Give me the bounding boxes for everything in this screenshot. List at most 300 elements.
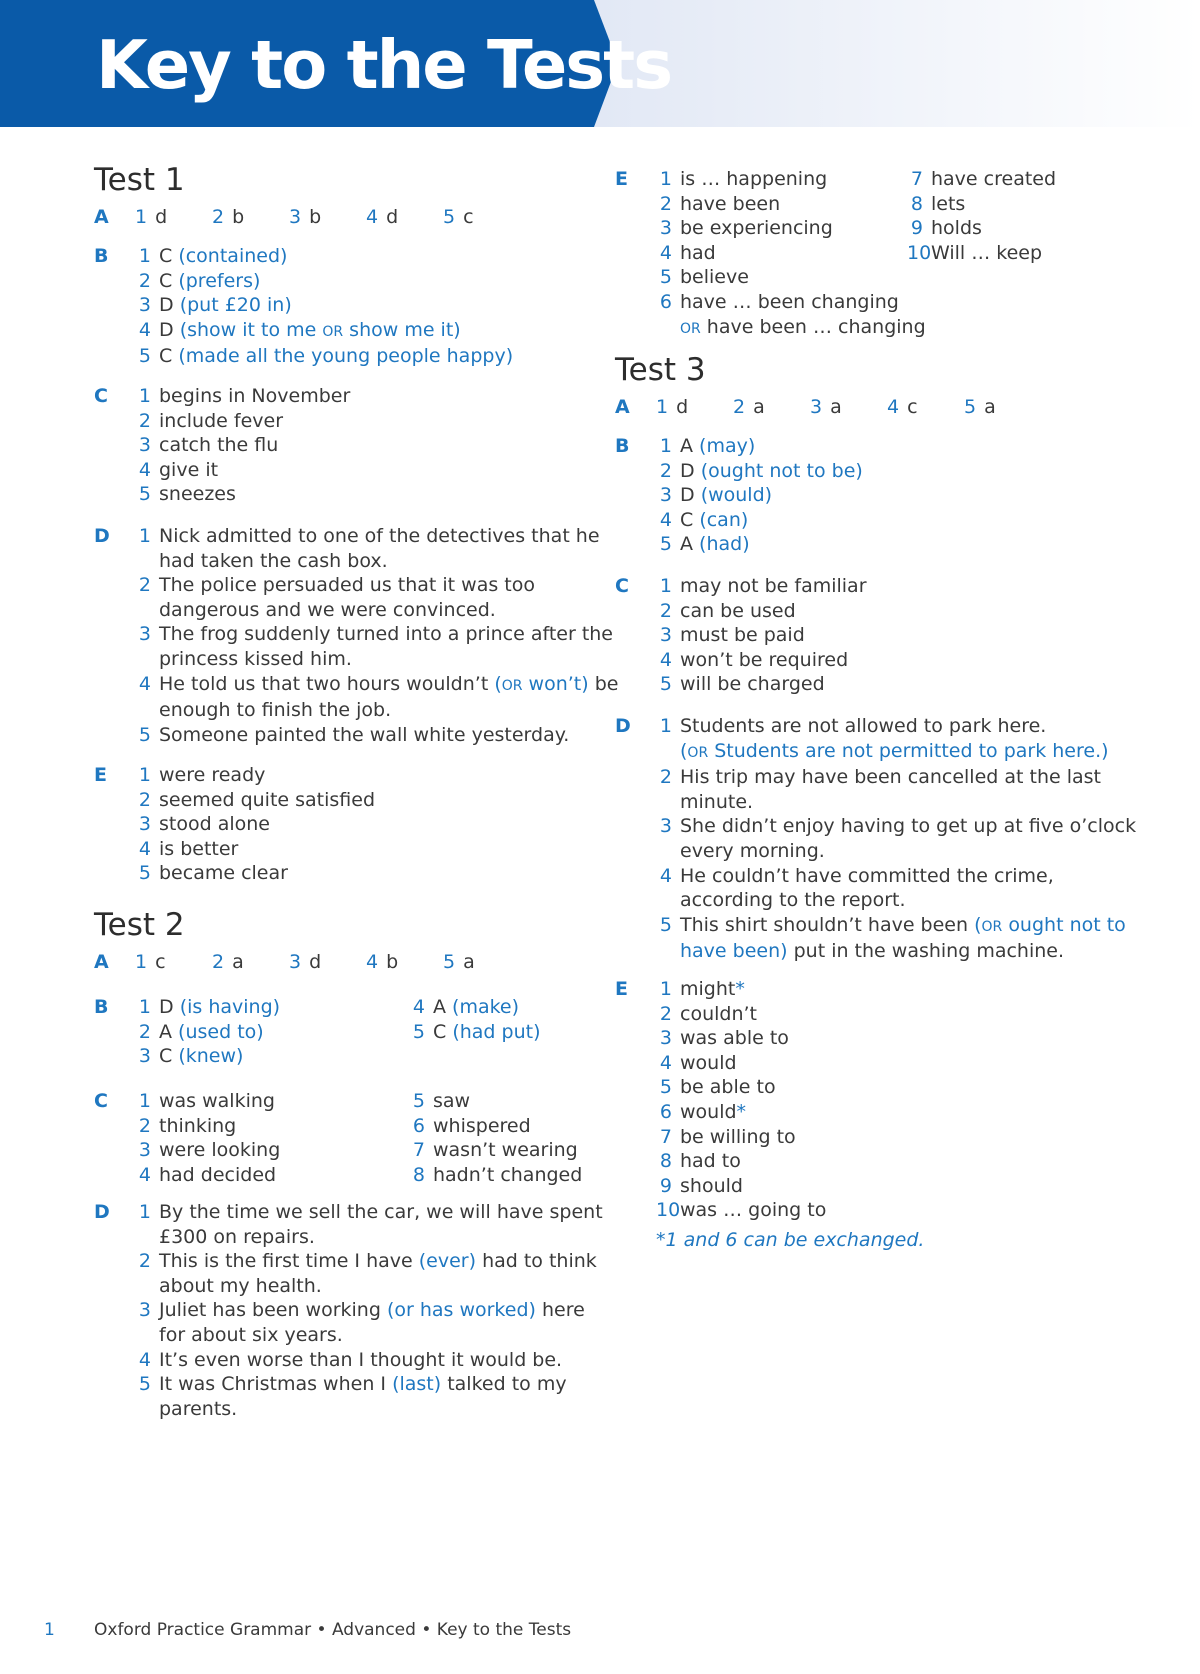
item-number: 5: [659, 673, 672, 696]
item-answer: a: [984, 396, 996, 418]
answer-item: [289, 205, 321, 230]
list-item: [135, 763, 595, 788]
item-text: holds: [931, 217, 982, 240]
list-item: [135, 861, 595, 886]
paren: (: [494, 672, 502, 695]
test3-exercise-a: [615, 395, 1115, 420]
item-number: 2: [659, 459, 672, 482]
item-answer: A: [680, 435, 693, 457]
item-number: 2: [138, 1114, 151, 1137]
answer-item: [366, 205, 398, 230]
paren: (: [680, 739, 688, 762]
item-number: 3: [138, 1139, 151, 1162]
item-text: The frog suddenly turned into a prince after the: [159, 623, 613, 646]
list-item: [656, 1026, 1116, 1051]
list-item: [409, 1020, 609, 1045]
item-hint: Students are not permitted to park here.): [714, 739, 1109, 762]
list-item: [135, 384, 595, 409]
exercise-letter: C: [94, 385, 108, 407]
list-item: [135, 573, 595, 622]
list-item: [656, 1149, 1116, 1174]
item-answer: a: [830, 396, 842, 418]
list-item: [409, 1114, 609, 1139]
item-number: 5: [412, 1020, 425, 1043]
item-text: hadn’t changed: [433, 1163, 583, 1186]
list-item: [656, 648, 1116, 673]
item-text: wasn’t wearing: [433, 1139, 578, 1162]
item-number: 4: [138, 318, 151, 341]
item-answer: c: [907, 396, 918, 418]
item-number: 2: [138, 1250, 151, 1273]
item-number: 3: [138, 1299, 151, 1322]
or-marker: OR: [981, 918, 1003, 935]
list-item: [135, 672, 619, 723]
item-text: had decided: [159, 1163, 277, 1186]
exercise-letter: B: [94, 996, 109, 1018]
list-item: [907, 167, 1107, 192]
list-item: [409, 1138, 609, 1163]
item-text: were ready: [159, 764, 266, 786]
item-hint: (put £20 in): [179, 294, 292, 317]
test2-exercise-c: [94, 1089, 594, 1188]
item-hint: (ever): [418, 1250, 477, 1273]
item-answer: C: [159, 345, 173, 368]
list-item: [656, 599, 1116, 624]
test1-exercise-b: [94, 244, 594, 367]
item-answer: c: [463, 206, 474, 228]
list-item: [656, 765, 1126, 814]
exercise-letter: A: [94, 206, 109, 228]
item-number: 9: [910, 217, 923, 240]
item-number: 5: [138, 483, 151, 506]
item-number: 7: [412, 1139, 425, 1162]
list-item: [135, 524, 600, 573]
item-number: 1: [138, 245, 151, 267]
item-text: had to think: [482, 1250, 597, 1273]
item-number: 2: [138, 1020, 151, 1043]
list-item: [907, 192, 1107, 217]
or-marker: OR: [322, 323, 344, 340]
item-text: was able to: [680, 1027, 789, 1050]
list-item: [135, 1200, 603, 1249]
item-answer: D: [680, 459, 695, 482]
item-answer: a: [463, 951, 475, 973]
item-number: 5: [659, 533, 672, 556]
item-answer: C: [680, 508, 694, 531]
answer-item: [212, 205, 244, 230]
item-text: This is the first time I have: [159, 1250, 413, 1273]
list-item: [135, 293, 595, 318]
item-number: 5: [659, 266, 672, 289]
exercise-letter: C: [94, 1090, 108, 1112]
page-number: 1: [44, 1620, 55, 1640]
item-text: dangerous and we were convinced.: [159, 598, 496, 621]
item-answer: d: [309, 951, 322, 973]
item-number: 6: [659, 1100, 672, 1123]
item-number: 4: [887, 396, 900, 418]
item-text: had: [680, 241, 716, 264]
list-item: [656, 1051, 1116, 1076]
right-column: [615, 167, 1137, 1252]
item-text: have been: [680, 192, 781, 215]
item-text: must be paid: [680, 624, 805, 647]
item-number: 1: [659, 575, 672, 597]
exercise-letter: C: [615, 575, 629, 597]
test1-exercise-c: [94, 384, 594, 507]
item-answer: a: [232, 951, 244, 973]
item-text: had to: [680, 1150, 741, 1173]
test-3-title: Test 3: [615, 352, 706, 388]
item-answer: b: [232, 206, 245, 228]
list-item: [656, 864, 1126, 913]
item-text: be experiencing: [680, 217, 833, 240]
item-number: 2: [138, 269, 151, 292]
list-item: [656, 508, 1116, 533]
item-text: for about six years.: [159, 1323, 343, 1346]
item-number: 4: [366, 951, 379, 973]
item-text: talked to my: [447, 1373, 567, 1396]
item-number: 3: [138, 1045, 151, 1068]
item-text: had taken the cash box.: [159, 549, 388, 572]
item-text: was walking: [159, 1090, 275, 1112]
item-text: be willing to: [680, 1125, 796, 1148]
item-answer: d: [155, 206, 168, 228]
item-number: 1: [138, 1090, 151, 1112]
item-text: whispered: [433, 1114, 531, 1137]
item-text: according to the report.: [680, 889, 906, 912]
list-item: [656, 434, 1116, 459]
item-text: will be charged: [680, 673, 825, 696]
list-item: [409, 995, 609, 1020]
list-item: [135, 1298, 595, 1347]
item-text: lets: [931, 192, 966, 215]
item-hint: (made all the young people happy): [178, 345, 514, 368]
item-number: 4: [138, 837, 151, 860]
item-number: 2: [659, 1002, 672, 1025]
item-number: 7: [659, 1125, 672, 1148]
exercise-letter: E: [615, 168, 628, 190]
list-item: [409, 1163, 609, 1188]
test2-exercise-a: [94, 950, 594, 975]
item-text: be: [594, 672, 619, 695]
item-number: 4: [138, 1163, 151, 1186]
item-number: 4: [659, 1051, 672, 1074]
item-answer: b: [309, 206, 322, 228]
list-item: [656, 265, 1116, 290]
item-number: 3: [810, 396, 823, 418]
item-hint: (would): [700, 484, 773, 507]
item-hint: (show it to me: [179, 318, 317, 341]
item-text: would: [680, 1100, 737, 1123]
item-hint: (make): [452, 996, 520, 1018]
exercise-letter: D: [615, 715, 631, 737]
item-text: have been … changing: [706, 315, 926, 338]
item-text: couldn’t: [680, 1002, 757, 1025]
item-text: She didn’t enjoy having to get up at five o’clock: [680, 815, 1137, 838]
item-number: 4: [366, 206, 379, 228]
list-item: [656, 977, 1116, 1002]
item-text: This shirt shouldn’t have been: [680, 913, 969, 936]
item-answer: a: [753, 396, 765, 418]
item-text: £300 on repairs.: [159, 1225, 315, 1248]
item-number: 4: [412, 996, 425, 1018]
item-text: It was Christmas when I: [159, 1373, 387, 1396]
left-column: [94, 160, 619, 1422]
list-item: [656, 714, 1126, 765]
item-text: have created: [931, 168, 1057, 190]
item-text: here: [541, 1299, 585, 1322]
item-number: 3: [659, 815, 672, 838]
list-item: [135, 1348, 595, 1373]
list-item: [656, 1075, 1116, 1100]
item-number: 3: [289, 951, 302, 973]
item-number: 1: [138, 525, 151, 547]
exercise-letter: B: [94, 245, 109, 267]
list-item: [135, 812, 595, 837]
item-text: put in the washing machine.: [793, 940, 1065, 963]
item-text: was … going to: [680, 1199, 827, 1222]
item-number: 1: [659, 715, 672, 737]
answer-item: [656, 395, 688, 420]
item-number: 4: [138, 1348, 151, 1371]
item-text: can be used: [680, 599, 796, 622]
exercise-letter: A: [94, 951, 109, 973]
item-number: 8: [910, 192, 923, 215]
item-number: 5: [138, 345, 151, 368]
item-text: about my health.: [159, 1274, 322, 1297]
item-number: 1: [659, 978, 672, 1000]
item-number: 4: [659, 864, 672, 887]
item-hint: ought not to: [1008, 913, 1126, 936]
asterisk: *: [735, 978, 745, 1000]
list-item: [656, 814, 1137, 863]
item-number: 2: [659, 766, 672, 789]
list-item: [135, 244, 595, 269]
paren: (: [974, 913, 982, 936]
item-number: 1: [656, 396, 669, 418]
item-hint: (or has worked): [386, 1299, 536, 1322]
item-number: 4: [659, 241, 672, 264]
item-number: 4: [138, 672, 151, 695]
exercise-letter: A: [615, 396, 630, 418]
item-text: is better: [159, 837, 239, 860]
test3-exercise-d: [615, 714, 1137, 963]
item-number: 5: [138, 862, 151, 885]
item-hint: (knew): [178, 1045, 244, 1068]
item-number: 2: [138, 409, 151, 432]
title-banner: [0, 0, 1200, 127]
exercise-letter: B: [615, 435, 630, 457]
answer-item: [135, 950, 166, 975]
or-marker: OR: [501, 677, 523, 694]
exercise-letter: D: [94, 525, 110, 547]
item-text: saw: [433, 1090, 471, 1112]
test3-exercise-c: [615, 574, 1115, 697]
list-item: [656, 672, 1116, 697]
list-item: [907, 216, 1107, 241]
item-number: 8: [412, 1163, 425, 1186]
exercise-letter: E: [94, 764, 107, 786]
item-number: 3: [138, 813, 151, 836]
item-hint: (ought not to be): [700, 459, 863, 482]
item-number: 6: [412, 1114, 425, 1137]
list-item: [135, 837, 595, 862]
item-text: It’s even worse than I thought it would be.: [159, 1348, 563, 1371]
item-number: 1: [138, 996, 151, 1018]
item-number: 3: [659, 624, 672, 647]
item-text: believe: [680, 266, 749, 289]
list-item: [656, 290, 1116, 341]
list-item: [656, 913, 1126, 964]
item-answer: A: [159, 1020, 172, 1043]
item-answer: D: [159, 294, 174, 317]
item-hint: (had): [699, 533, 750, 556]
answer-item: [887, 395, 918, 420]
item-text: parents.: [159, 1397, 238, 1420]
item-number: 1: [659, 435, 672, 457]
item-text: He couldn’t have committed the crime,: [680, 864, 1054, 887]
test2-exercise-e: [615, 167, 1115, 339]
list-item: [656, 574, 1116, 599]
test2-exercise-d: [94, 1200, 603, 1422]
answer-item: [964, 395, 996, 420]
item-text: thinking: [159, 1114, 237, 1137]
item-number: 3: [659, 484, 672, 507]
item-number: 1: [138, 1201, 151, 1223]
item-text: princess kissed him.: [159, 647, 352, 670]
item-number: 5: [443, 206, 456, 228]
item-number: 4: [659, 648, 672, 671]
item-text: might: [680, 978, 736, 1000]
list-item: [135, 622, 613, 671]
item-number: 2: [212, 951, 225, 973]
item-text: The police persuaded us that it was too: [159, 574, 535, 597]
list-item: [656, 532, 1116, 557]
item-number: 5: [138, 723, 151, 746]
item-text: catch the flu: [159, 434, 279, 457]
item-number: 5: [659, 1076, 672, 1099]
test-2-title: Test 2: [94, 907, 185, 943]
item-text: would: [680, 1051, 737, 1074]
item-answer: D: [680, 484, 695, 507]
item-answer: c: [155, 951, 166, 973]
list-item: [135, 1249, 595, 1298]
item-hint: (had put): [452, 1020, 541, 1043]
item-text: should: [680, 1174, 743, 1197]
item-number: 5: [659, 913, 672, 936]
item-number: 10: [907, 241, 932, 264]
item-hint: (may): [699, 435, 756, 457]
item-number: 3: [138, 623, 151, 646]
item-text: sneezes: [159, 483, 236, 506]
item-number: 1: [135, 206, 148, 228]
item-text: minute.: [680, 790, 754, 813]
or-marker: OR: [687, 744, 709, 761]
item-number: 3: [659, 1027, 672, 1050]
exchange-note: *1 and 6 can be exchanged.: [656, 1228, 925, 1251]
item-text: Students are not allowed to park here.: [680, 715, 1047, 737]
list-item: [135, 344, 595, 369]
item-text: Will … keep: [931, 241, 1043, 264]
item-text: Juliet has been working: [159, 1299, 381, 1322]
item-answer: d: [386, 206, 399, 228]
item-answer: D: [159, 318, 174, 341]
item-answer: A: [433, 996, 446, 1018]
item-text: include fever: [159, 409, 284, 432]
list-item: [135, 458, 595, 483]
item-answer: C: [159, 1045, 173, 1068]
answer-item: [810, 395, 842, 420]
item-number: 2: [733, 396, 746, 418]
list-item: [656, 1125, 1116, 1150]
item-answer: A: [680, 533, 693, 556]
page-title: Key to the Tests: [96, 26, 672, 104]
item-text: His trip may have been cancelled at the last: [680, 766, 1101, 789]
test-1-title: Test 1: [94, 162, 185, 198]
list-item: [135, 1372, 595, 1421]
item-hint: (is having): [179, 996, 281, 1018]
test1-exercise-a: [94, 205, 594, 230]
test3-exercise-b: [615, 434, 1115, 557]
footer-text: Oxford Practice Grammar • Advanced • Key to the Tests: [94, 1620, 572, 1640]
item-number: 9: [659, 1174, 672, 1197]
item-text: became clear: [159, 862, 288, 885]
list-item: [135, 409, 595, 434]
item-text: have … been changing: [680, 290, 899, 313]
item-number: 5: [412, 1090, 425, 1112]
test1-exercise-d: [94, 524, 619, 746]
item-answer: b: [386, 951, 399, 973]
item-text: every morning.: [680, 839, 825, 862]
answer-item: [443, 950, 475, 975]
item-hint: (contained): [178, 245, 288, 267]
item-number: 2: [138, 788, 151, 811]
item-number: 8: [659, 1150, 672, 1173]
exercise-letter: D: [94, 1201, 110, 1223]
item-number: 3: [138, 294, 151, 317]
page-footer: [44, 1620, 571, 1640]
test2-exercise-b: [94, 995, 594, 1069]
item-number: 4: [659, 508, 672, 531]
list-item: [656, 459, 1116, 484]
item-hint: (prefers): [178, 269, 261, 292]
item-text: begins in November: [159, 385, 351, 407]
answer-item: [366, 950, 398, 975]
test3-exercise-e: [615, 977, 1115, 1252]
item-answer: d: [676, 396, 689, 418]
item-text: seemed quite satisfied: [159, 788, 376, 811]
item-number: 3: [289, 206, 302, 228]
item-number: 7: [910, 168, 923, 190]
item-number: 5: [964, 396, 977, 418]
asterisk: *: [736, 1100, 747, 1123]
item-hint: won’t): [528, 672, 589, 695]
list-item: [656, 1198, 1116, 1223]
list-item: [135, 723, 595, 748]
item-text: may not be familiar: [680, 575, 867, 597]
answer-item: [733, 395, 765, 420]
list-item: [656, 1174, 1116, 1199]
list-item: [135, 1044, 595, 1069]
item-number: 2: [212, 206, 225, 228]
item-text: is … happening: [680, 168, 828, 190]
item-answer: C: [433, 1020, 447, 1043]
item-answer: C: [159, 269, 173, 292]
item-text: Someone painted the wall white yesterday.: [159, 723, 570, 746]
item-hint: (can): [699, 508, 749, 531]
item-number: 4: [138, 458, 151, 481]
item-number: 10: [656, 1199, 681, 1222]
